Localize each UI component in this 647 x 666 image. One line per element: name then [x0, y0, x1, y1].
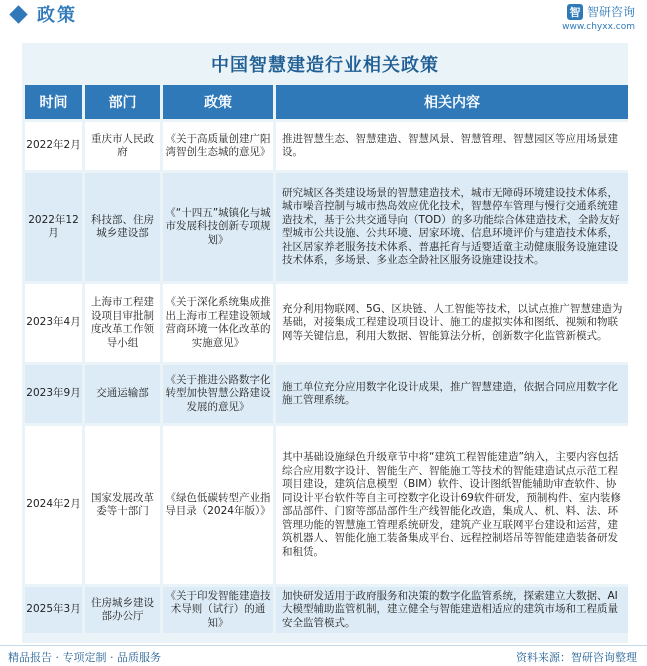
cell-dept: 住房城乡建设部办公厅 [85, 587, 160, 633]
brand-url: www.chyxx.com [562, 22, 635, 32]
brand-logo-icon: 智 [567, 4, 583, 20]
cell-time: 2024年2月 [25, 426, 82, 584]
cell-policy: 《“十四五”城镇化与城市发展科技创新专项规划》 [163, 173, 273, 281]
cell-policy: 《关于高质量创建广阳湾智创生态城的意见》 [163, 122, 273, 170]
table-row [25, 426, 628, 584]
cell-content: 其中基础设施绿色升级章节中将“建筑工程智能建造”纳入，主要内容包括综合应用数字设计、智能生产、智能施工等技术的智能建造试点示范工程项目建设，建筑信息模型（BIM）软件、设计图纸智能辅助审查软件、协同设计平台软件等自主可控数字化设计69软件研发，预制构件、室内装修部品部件、门窗等部品部件生产线智能化改造，集成人、机、料、法、环管理功能的智慧施工管理系统研发，建筑产业互联网平台建设和运营，建筑机器人、智能化施工装备集成平台、远程控制塔吊等智能建造装备研发和租赁。 [276, 426, 628, 584]
brand-name: 智研咨询 [586, 5, 635, 19]
section-title: 政策 [37, 5, 77, 26]
table-header-row [25, 85, 628, 119]
cell-dept: 重庆市人民政府 [85, 122, 160, 170]
cell-content: 充分利用物联网、5G、区块链、人工智能等技术，以试点推广智慧建造为基础，对接集成工程建设项目设计、施工的虚拟实体和图纸、视频和物联网等关键信息，利用大数据、智能算法分析，创新数字化监管新模式。 [276, 284, 628, 362]
column-header-content: 相关内容 [276, 85, 628, 119]
cell-content: 加快研发适用于政府服务和决策的数字化监管系统，探索建立大数据、AI大模型辅助监管机制，建立健全与智能建造相适应的建筑市场和工程质量安全监管模式。 [276, 587, 628, 633]
cell-time: 2023年9月 [25, 365, 82, 423]
cell-time: 2025年3月 [25, 587, 82, 633]
table-title: 中国智慧建造行业相关政策 [211, 55, 439, 76]
cell-dept: 交通运输部 [85, 365, 160, 423]
cell-content: 施工单位充分应用数字化设计成果，推广智慧建造，依据合同应用数字化施工管理系统。 [276, 365, 628, 423]
table-row [25, 284, 628, 362]
policy-table [22, 82, 631, 636]
column-header-policy: 政策 [163, 85, 273, 119]
table-row [25, 173, 628, 281]
cell-time: 2022年12月 [25, 173, 82, 281]
column-header-time: 时间 [25, 85, 82, 119]
cell-content: 研究城区各类建设场景的智慧建造技术，城市无障碍环境建设技术体系，城市噪音控制与城市热岛效应优化技术，智慧停车管理与慢行交通系统建造技术，基于公共交通导向（TOD）的多功能综合体建造技术，全龄友好型城市公共设施、公共环境、居家环境、信息环境评价与建造技术体系，社区居家养老服务技术体系、普惠托育与适婴适童主动健康服务设施建设技术体系，多场景、多业态全龄社区服务设施建设技术。 [276, 173, 628, 281]
brand [567, 3, 635, 20]
cell-policy: 《关于深化系统集成推出上海市工程建设领域营商环境一体化改革的实施意见》 [163, 284, 273, 362]
cell-time: 2022年2月 [25, 122, 82, 170]
cell-policy: 《绿色低碳转型产业指导目录（2024年版）》 [163, 426, 273, 584]
policy-panel [22, 43, 628, 643]
table-row [25, 587, 628, 633]
cell-dept: 科技部、住房城乡建设部 [85, 173, 160, 281]
cell-policy: 《关于印发智能建造技术导则（试行）的通知》 [163, 587, 273, 633]
cell-dept: 上海市工程建设项目审批制度改革工作领导小组 [85, 284, 160, 362]
cell-time: 2023年4月 [25, 284, 82, 362]
top-bar [0, 0, 647, 32]
cell-dept: 国家发展改革委等十部门 [85, 426, 160, 584]
cell-content: 推进智慧生态、智慧建造、智慧风景、智慧管理、智慧园区等应用场景建设。 [276, 122, 628, 170]
table-row [25, 365, 628, 423]
cell-policy: 《关于推进公路数字化转型加快智慧公路建设发展的意见》 [163, 365, 273, 423]
section-heading [12, 1, 77, 27]
footer-slogan: 精品报告 · 专项定制 · 品质服务 [8, 651, 161, 664]
column-header-dept: 部门 [85, 85, 160, 119]
diamond-icon [9, 5, 27, 23]
footer-source: 资料来源：智研咨询整理 [516, 651, 637, 664]
table-row [25, 122, 628, 170]
footer-divider [0, 645, 647, 646]
